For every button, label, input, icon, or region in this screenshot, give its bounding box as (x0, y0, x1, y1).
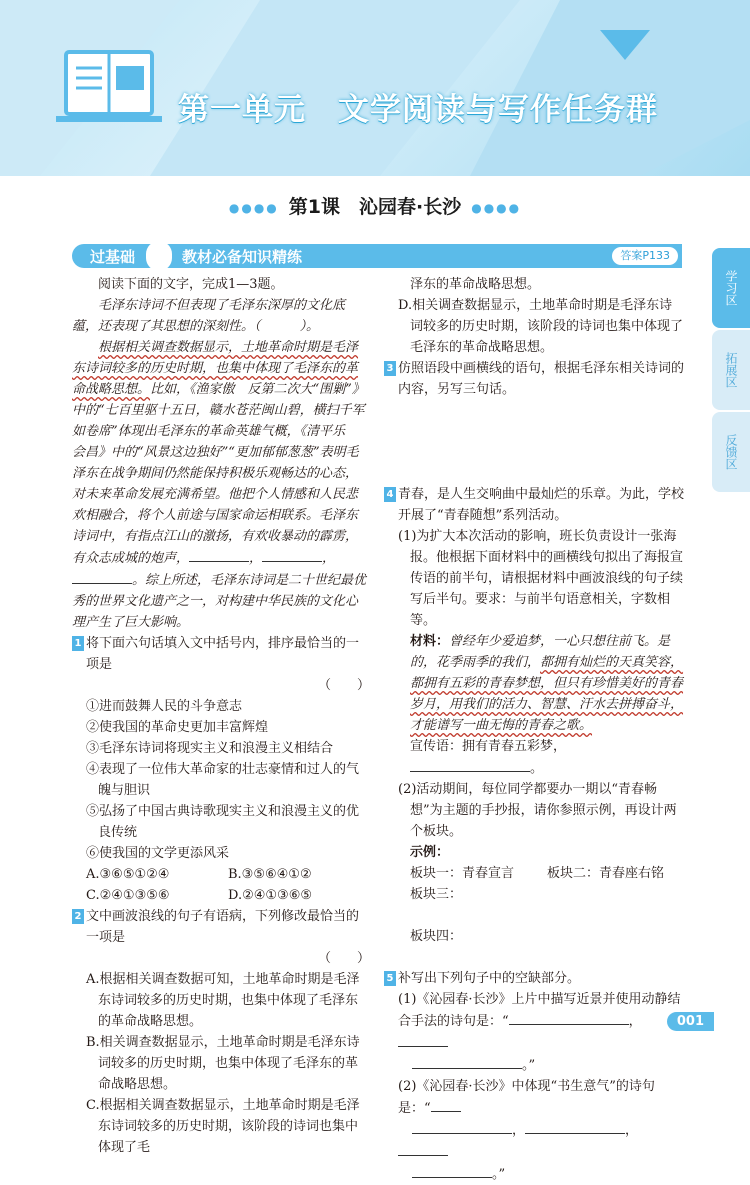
question-stem: 仿照语段中画横线的语句，根据毛泽东相关诗词的内容，另写三句话。 (398, 361, 685, 397)
blank-line[interactable] (525, 1119, 625, 1134)
subquestion-1: (1)为扩大本次活动的影响，班长负责设计一张海报。他根据下面材料中的画横线句拟出了海报宣传语的前半句，请根据材料中画波浪线的句子续写后半句。要求：与前半句语意相关，字数相等。 (398, 529, 684, 628)
blocks-row (384, 863, 684, 884)
wavy-sentence: 根据相关调查数据显示，土地革命时期是毛泽东诗词较多的历史时期，也集中体现了毛泽东的革命战略思想。 (72, 340, 359, 397)
question-stem: 将下面六句话填入文中括号内，排序最恰当的一项是 (86, 636, 360, 672)
option-c[interactable]: C.②④①③⑤⑥ (86, 888, 170, 903)
blank-line[interactable] (412, 1054, 522, 1069)
question-number: 5 (384, 971, 396, 986)
answer-page-link[interactable]: 答案P133 (612, 247, 678, 265)
section-subtitle: 教材必备知识精练 (182, 248, 303, 266)
example-label: 示例： (410, 845, 450, 860)
blank-line[interactable] (509, 1010, 629, 1025)
option-a[interactable]: A.③⑥⑤①②④ (86, 867, 170, 882)
blank-line[interactable] (412, 1119, 512, 1134)
subquestion-1: (1)《沁园春·长沙》上片中描写近景并使用动静结合手法的诗句是：“ ， 。” (398, 992, 681, 1073)
blank-line[interactable] (72, 569, 132, 584)
blank-line[interactable] (189, 547, 249, 562)
question-4 (384, 484, 684, 526)
slogan-text: 宣传语：拥有青春五彩梦， (410, 739, 567, 754)
section-bar (72, 244, 682, 268)
book-icon (56, 40, 166, 130)
blank-line[interactable] (412, 1163, 492, 1178)
side-tab-study[interactable]: 学习区 (712, 248, 750, 328)
dots-right-icon: ●●●● (471, 200, 522, 215)
sub-text: (2)《沁园春·长沙》中体现“书生意气”的诗句是：“ (398, 1079, 655, 1116)
sub-text: (1)《沁园春·长沙》上片中描写近景并使用动静结合手法的诗句是：“ (398, 992, 681, 1029)
block-1: 板块一：青春宣言 (410, 866, 515, 881)
option-a[interactable]: A.根据相关调查数据可知，土地革命时期是毛泽东诗词较多的历史时期，也集中体现了毛泽东的革命战略思想。 (86, 972, 360, 1029)
list-item: ④表现了一位伟大革命家的壮志豪情和过人的气魄与胆识 (86, 762, 360, 798)
option-b[interactable]: B.相关调查数据显示，土地革命时期是毛泽东诗词较多的历史时期，也集中体现了毛泽东的革命战略思想。 (86, 1035, 360, 1092)
material-wavy: 都拥有灿烂的天真笑容，都拥有五彩的青春梦想，但只有珍惜美好的青春岁月，用我们的活力、智慧、汗水去拼搏奋斗，才能谱写一曲无悔的青春之歌。 (410, 655, 684, 733)
question-number: 2 (72, 909, 84, 924)
block-2: 板块二：青春座右铭 (547, 866, 665, 881)
options-row (72, 885, 370, 906)
list-item: ⑤弘扬了中国古典诗歌现实主义和浪漫主义的优良传统 (86, 804, 360, 840)
question-5 (384, 968, 684, 989)
left-column (72, 274, 370, 1158)
side-tabs (712, 248, 750, 494)
subquestion-2: (2)活动期间，每位同学都要办一期以“青春畅想”为主题的手抄报，请你参照示例，再设计两个板块。 (398, 782, 677, 839)
subquestion-2: (2)《沁园春·长沙》中体现“书生意气”的诗句是：“ ， ， 。” (398, 1079, 655, 1182)
question-stem: 青春，是人生交响曲中最灿烂的乐章。为此，学校开展了“青春随想”系列活动。 (398, 487, 685, 523)
option-b[interactable]: B.③⑤⑥④①② (228, 867, 312, 882)
lesson-title: 第1课 沁园春·长沙 (288, 196, 462, 218)
question-2 (72, 906, 370, 969)
block-3[interactable]: 板块三： (410, 887, 463, 902)
page-number: 001 (667, 1012, 714, 1031)
question-number: 4 (384, 487, 396, 502)
question-3 (384, 358, 684, 400)
list-item: ②使我国的革命史更加丰富辉煌 (86, 720, 269, 735)
question-1 (72, 633, 370, 696)
question-number: 1 (72, 636, 84, 651)
blank-line[interactable] (398, 1032, 448, 1047)
list-item: ①进而鼓舞人民的斗争意志 (86, 699, 243, 714)
intro: 阅读下面的文字，完成1—3题。 (98, 277, 284, 292)
blank-line[interactable] (431, 1097, 461, 1112)
blank-line[interactable] (398, 1141, 448, 1156)
block-4[interactable]: 板块四： (410, 929, 463, 944)
side-tab-feedback[interactable]: 反馈区 (712, 412, 750, 492)
lesson-heading (0, 192, 750, 219)
side-tab-expand[interactable]: 拓展区 (712, 330, 750, 410)
question-stem: 文中画波浪线的句子有语病，下列修改最恰当的一项是 (86, 909, 360, 945)
passage-para-2-body: 比如，《渔家傲 反第二次大“围剿”》中的“七百里驱十五日，赣水苍茫闽山碧，横扫千军如卷席”体现出毛泽东的革命英雄气概，《清平乐 会昌》中的“风景这边独好”“更加郁郁葱葱”表明毛泽东在战争期间仍然能保持积极乐观畅达的心态，对未来革命发展充满希望。他把个人情感和人民悲欢相融合，将个人前途与国家命运相联系。毛泽东诗词中，有指点江山的激扬，有欢收暴动的霹雳，有众志成城的炮声， (72, 382, 365, 566)
material (384, 631, 684, 736)
option-c-continued: 泽东的革命战略思想。 (410, 277, 541, 292)
list-item: ⑥使我国的文学更添风采 (86, 846, 230, 861)
material-label: 材料： (410, 634, 450, 649)
blank-line[interactable] (410, 757, 530, 772)
passage-para-2-end: 综上所述，毛泽东诗词是二十世纪最优秀的世界文化遗产之一，对构建中华民族的文化心理产生了巨大影响。 (72, 573, 367, 630)
list-item: ③毛泽东诗词将现实主义和浪漫主义相结合 (86, 741, 334, 756)
dots-left-icon: ●●●● (228, 200, 279, 215)
material-text-a: 曾经年少爱追梦，一心只想往前飞。是的，花季雨季的我们， (410, 634, 671, 670)
option-d[interactable]: D.相关调查数据显示，土地革命时期是毛泽东诗词较多的历史时期，该阶段的诗词也集中体现了毛泽东的革命战略思想。 (398, 298, 684, 355)
option-c[interactable]: C.根据相关调查数据显示，土地革命时期是毛泽东诗词较多的历史时期，该阶段的诗词也集中体现了毛 (86, 1098, 360, 1155)
answer-paren[interactable]: （ ） (317, 951, 370, 966)
section-tag: 过基础 (90, 248, 136, 266)
answer-paren[interactable]: （ ） (317, 678, 370, 693)
option-d[interactable]: D.②④①③⑥⑤ (228, 888, 313, 903)
question-number: 3 (384, 361, 396, 376)
blank-line[interactable] (262, 547, 322, 562)
question-stem: 补写出下列句子中的空缺部分。 (398, 971, 581, 986)
options-row (72, 864, 370, 885)
slogan: 宣传语：拥有青春五彩梦，。 (410, 739, 567, 776)
unit-title: 第一单元 文学阅读与写作任务群 (178, 92, 658, 128)
unit-banner (0, 0, 750, 176)
right-column (384, 274, 684, 1185)
answer-space[interactable] (384, 400, 684, 484)
passage-para-2: 根据相关调查数据显示，土地革命时期是毛泽东诗词较多的历史时期，也集中体现了毛泽东的革命战略思想。比如，《渔家傲 反第二次大“围剿”》中的“七百里驱十五日，赣水苍茫闽山碧，横扫千军如卷席”体现出毛泽东的革命英雄气概，《清平乐 会昌》中的“风景这边独好”“更加郁郁葱葱”表明毛泽东在战争期间仍然能保持积极乐观畅达的心态，对未来革命发展充满希望。他把个人情感和人民悲欢相融合，将个人前途与国家命运相联系。毛泽东诗词中，有指点江山的激扬，有欢收暴动的霹雳，有众志成城的炮声， ， ，。综上所述，毛泽东诗词是二十世纪最优秀的世界文化遗产之一，对构建中华民族的文化心理产生了巨大影响。 (72, 340, 367, 630)
passage-para-1: 毛泽东诗词不但表现了毛泽东深厚的文化底蕴，还表现了其思想的深刻性。（ ）。 (72, 298, 346, 334)
notebook-icon (146, 241, 172, 271)
